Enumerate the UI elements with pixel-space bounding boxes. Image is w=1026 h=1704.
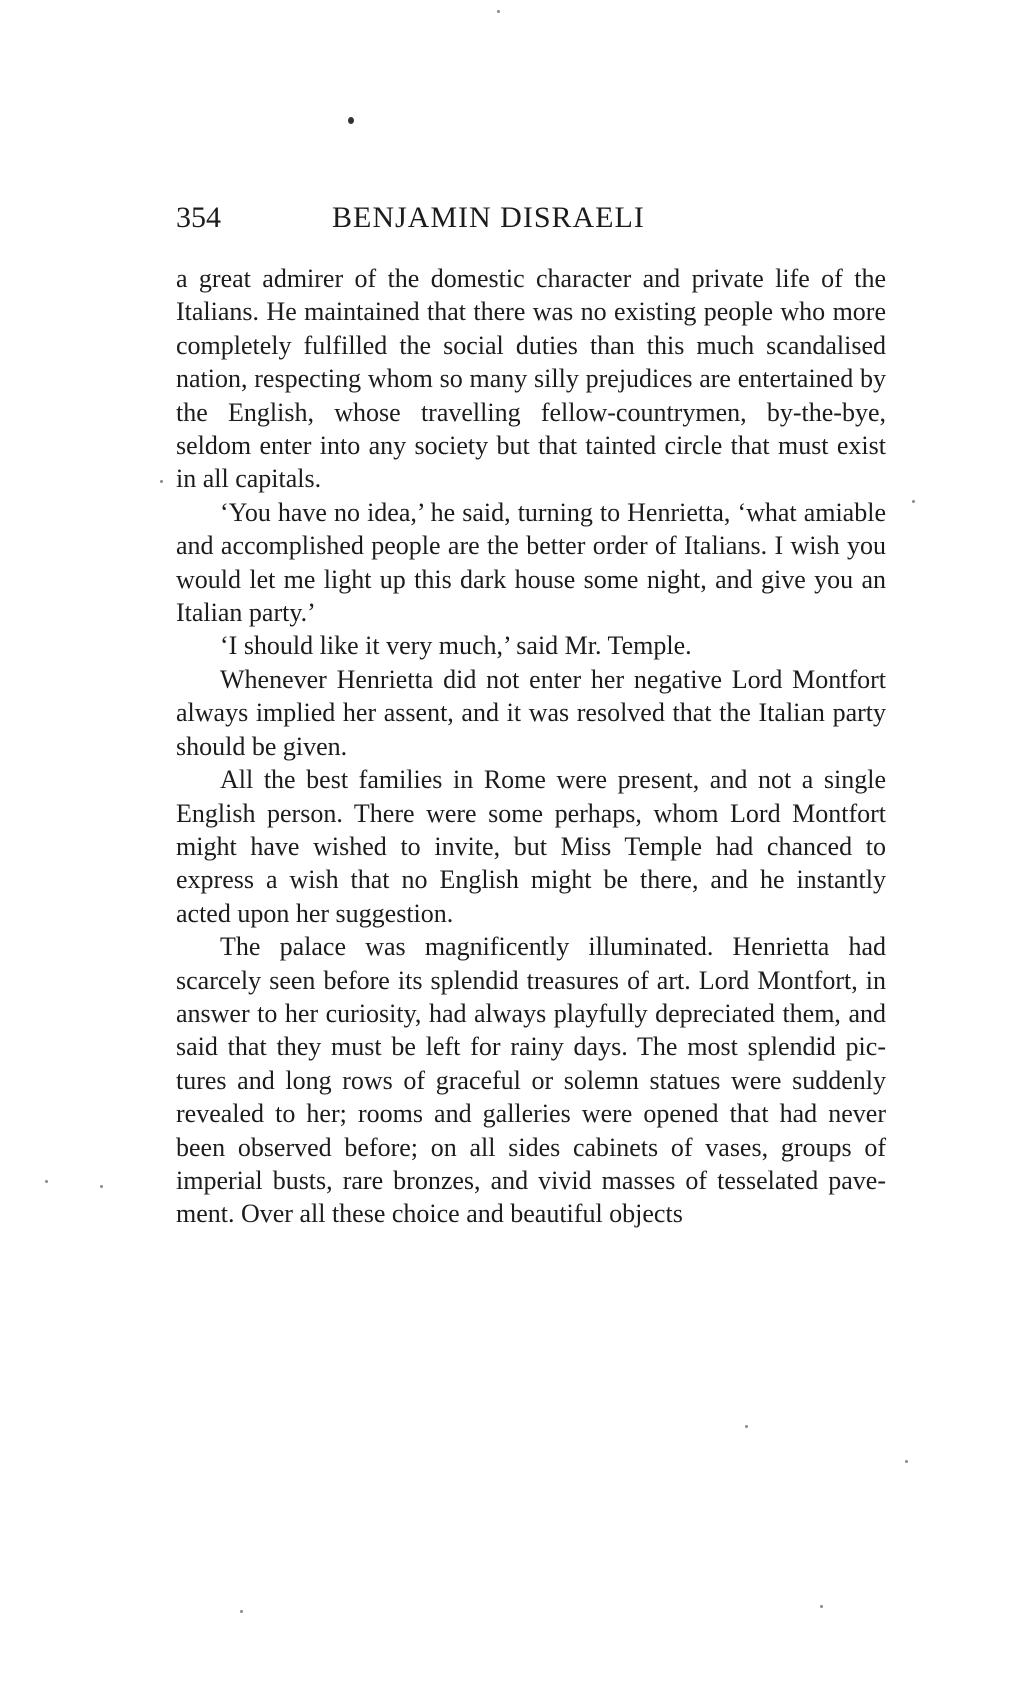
paragraph: Whenever Henrietta did not enter her negative Lord Montfort always implied her assent, and it was resolved that the Italian party should be given. (176, 664, 886, 761)
running-head: BENJAMIN DISRAELI (332, 201, 645, 234)
page-header (176, 196, 886, 240)
paragraph: a great admirer of the domestic character and private life of the Italians. He maintained that there was no existing people who more completely fulfilled the social duties than this much scandalised nation, respecting whom so many silly prejudices are entertained by the English, whose travelling fellow-countrymen, by-the-bye, seldom enter into any society but that tainted circle that must exist in all capitals. (176, 264, 886, 494)
ink-speck (820, 1605, 823, 1608)
ink-speck (497, 10, 500, 13)
paragraph: ‘You have no idea,’ he said, turning to Henrietta, ‘what amiable and accomplished people are the better order of Italians. I wish you would let me light up this dark house some night, and give you an Italian party.’ (176, 497, 886, 628)
paragraph: All the best families in Rome were present, and not a single English person. There were some perhaps, whom Lord Montfort might have wished to invite, but Miss Temple had chanced to express a wish that no English might be there, and he instantly acted upon her suggestion. (176, 765, 886, 928)
ink-speck (160, 480, 163, 483)
ink-speck (45, 1180, 48, 1183)
body-text (176, 262, 886, 1231)
ink-speck (912, 500, 915, 503)
page-number: 354 (176, 201, 221, 234)
ink-speck (240, 1610, 243, 1613)
ink-speck (348, 117, 354, 124)
paragraph: The palace was magnificently illuminated. Henrietta had scarcely seen before its splendid treasures of art. Lord Montfort, in answer to her curiosity, had always playfully depreciated them, and said that they must be left for rainy days. The most splendid pictures and long rows of graceful or solemn statues were suddenly revealed to her; rooms and galleries were opened that had never been observed before; on all sides cabinets of vases, groups of imperial busts, rare bronzes, and vivid masses of tesselated pavement. Over all these choice and beautiful objects (176, 932, 886, 1229)
paragraph: ‘I should like it very much,’ said Mr. Temple. (220, 631, 692, 661)
ink-speck (905, 1460, 908, 1463)
ink-speck (100, 1185, 103, 1188)
ink-speck (745, 1425, 748, 1428)
